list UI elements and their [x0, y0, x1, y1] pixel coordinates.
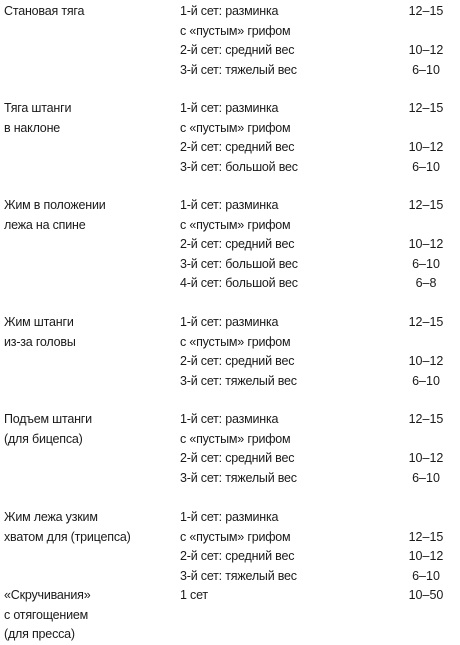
set-reps: 10–12: [408, 237, 444, 251]
exercise-block: [0, 2, 460, 80]
exercise-name-line: Жим лежа узким: [4, 510, 98, 524]
set-description: 4-й сет: большой вес: [180, 276, 298, 290]
set-row: [180, 61, 456, 81]
set-row: [180, 372, 456, 392]
set-description: с «пустым» грифом: [180, 23, 291, 38]
exercise-name-line: Тяга штанги: [4, 101, 72, 115]
exercise-block: [0, 508, 460, 586]
exercise-name: [4, 313, 154, 352]
set-description: 3-й сет: тяжелый вес: [180, 373, 297, 388]
set-description: 1-й сет: разминка: [180, 198, 279, 212]
set-reps: 12–15: [408, 529, 444, 544]
set-row: [180, 216, 456, 236]
exercise-block: [0, 410, 460, 488]
set-reps: 6–10: [412, 470, 440, 485]
set-description: 2-й сет: средний вес: [180, 451, 295, 465]
set-description: 1 сет: [180, 588, 208, 602]
set-description: 3-й сет: большой вес: [180, 159, 298, 174]
set-reps: 10–12: [408, 549, 444, 563]
set-description: 2-й сет: средний вес: [180, 140, 295, 154]
exercise-name-line: Становая тяга: [4, 4, 85, 18]
set-list: [180, 410, 456, 488]
set-description: 1-й сет: разминка: [180, 4, 279, 18]
set-description: с «пустым» грифом: [180, 529, 291, 544]
set-reps: 12–15: [408, 315, 444, 329]
set-reps: 6–10: [412, 256, 440, 271]
set-row: [180, 567, 456, 587]
exercise-name-line: Подъем штанги: [4, 412, 92, 426]
exercise-name-line: из-за головы: [4, 334, 76, 349]
set-row: [180, 449, 456, 469]
exercise-name-line: Жим в положении: [4, 198, 106, 212]
set-list: [180, 2, 456, 80]
exercise-name-line: «Скручивания»: [4, 588, 91, 602]
set-description: 2-й сет: средний вес: [180, 354, 295, 368]
set-row: [180, 235, 456, 255]
set-list: [180, 99, 456, 177]
exercise-block: [0, 313, 460, 391]
set-description: 2-й сет: средний вес: [180, 237, 295, 251]
exercise-name-line: (для бицепса): [4, 431, 83, 446]
set-description: 2-й сет: средний вес: [180, 549, 295, 563]
set-row: [180, 586, 456, 606]
set-row: [180, 158, 456, 178]
set-row: [180, 274, 456, 294]
exercise-name-line: Жим штанги: [4, 315, 74, 329]
exercise-name-line: с отягощением: [4, 607, 89, 622]
exercise-block: [0, 586, 460, 641]
set-reps: 6–8: [415, 276, 437, 290]
set-row: [180, 41, 456, 61]
set-reps: 10–50: [408, 588, 444, 602]
set-reps: 12–15: [408, 4, 444, 18]
set-row: [180, 196, 456, 216]
set-row: [180, 469, 456, 489]
set-row: [180, 119, 456, 139]
set-reps: 6–10: [412, 568, 440, 583]
set-reps: 6–10: [412, 159, 440, 174]
set-list: [180, 313, 456, 391]
set-list: [180, 196, 456, 294]
exercise-block: [0, 99, 460, 177]
exercise-block: [0, 196, 460, 294]
set-reps: 6–10: [412, 62, 440, 77]
set-description: 1-й сет: разминка: [180, 510, 279, 524]
exercise-name-line: лежа на спине: [4, 217, 86, 232]
set-row: [180, 410, 456, 430]
set-description: с «пустым» грифом: [180, 120, 291, 135]
set-description: 3-й сет: тяжелый вес: [180, 62, 297, 77]
set-description: 3-й сет: тяжелый вес: [180, 470, 297, 485]
set-reps: 10–12: [408, 451, 444, 465]
exercise-name: [4, 586, 154, 645]
set-reps: 6–10: [412, 373, 440, 388]
exercise-name: [4, 2, 154, 22]
set-row: [180, 352, 456, 372]
set-row: [180, 333, 456, 353]
set-reps: 10–12: [408, 43, 444, 57]
exercise-name: [4, 99, 154, 138]
exercise-name: [4, 410, 154, 449]
set-row: [180, 508, 456, 528]
set-list: [180, 508, 456, 586]
set-row: [180, 2, 456, 22]
set-reps: 10–12: [408, 354, 444, 368]
set-description: с «пустым» грифом: [180, 217, 291, 232]
set-row: [180, 99, 456, 119]
set-row: [180, 547, 456, 567]
set-description: 1-й сет: разминка: [180, 315, 279, 329]
set-row: [180, 138, 456, 158]
set-reps: 12–15: [408, 198, 444, 212]
exercise-name: [4, 196, 154, 235]
exercise-name-line: хватом для (трицепса): [4, 529, 131, 544]
set-description: 3-й сет: большой вес: [180, 256, 298, 271]
set-description: с «пустым» грифом: [180, 431, 291, 446]
set-row: [180, 22, 456, 42]
set-list: [180, 586, 456, 606]
set-description: 1-й сет: разминка: [180, 101, 279, 115]
set-reps: 12–15: [408, 412, 444, 426]
set-row: [180, 313, 456, 333]
set-description: с «пустым» грифом: [180, 334, 291, 349]
set-row: [180, 255, 456, 275]
exercise-name-line: в наклоне: [4, 120, 61, 135]
exercise-name: [4, 508, 154, 547]
set-row: [180, 528, 456, 548]
set-description: 3-й сет: тяжелый вес: [180, 568, 297, 583]
set-reps: 12–15: [408, 101, 444, 115]
exercise-name-line: (для пресса): [4, 627, 75, 641]
set-description: 1-й сет: разминка: [180, 412, 279, 426]
set-row: [180, 430, 456, 450]
set-reps: 10–12: [408, 140, 444, 154]
set-description: 2-й сет: средний вес: [180, 43, 295, 57]
